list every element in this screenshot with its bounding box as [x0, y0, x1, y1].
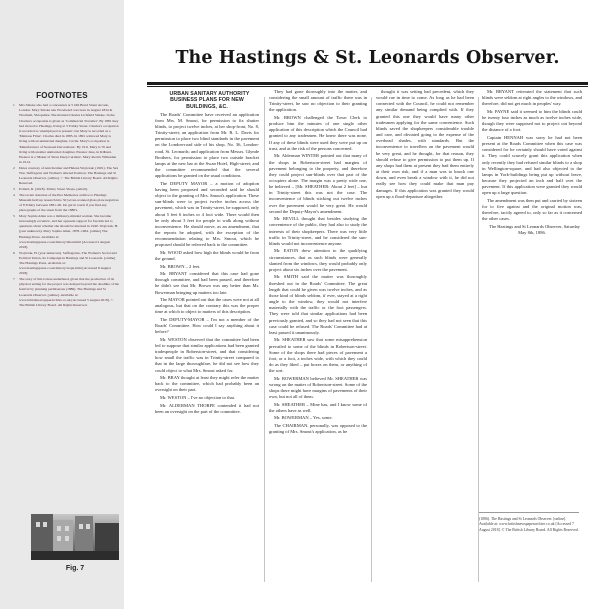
footnote-number: 3	[13, 187, 15, 192]
article-paragraph: The amendment was then put and carried by sixteen for to five against and the original motion was, therefore, tacitly agreed to, only so far as it concerned the other cases.	[482, 197, 582, 222]
article-paragraph: Mr. PAYNE said it seemed to him the blinds could be twenty four inches as much as twelve inches wide, though they were supposed not to project out beyond the distance of a foot.	[482, 108, 582, 133]
article-column-1	[155, 91, 259, 416]
article-column-4	[482, 89, 582, 238]
article-paragraph: Mr. EATON drew attention to the qualifying circumstances, that as such blinds were generally slanted from the windows, they would probably only project about six inches over the pavement.	[269, 248, 367, 272]
article-headline: URBAN SANITARY AUTHORITY BUSINESS PLANS FOR NEW BUILDINGS, &C.	[169, 91, 250, 110]
article-paragraph: Mr. BOWERMAN believed Mr. SHEATHER was wrong on the matter of Robertson-street. Some of the shops there might have margins of pavements of their own, but not all of them.	[269, 375, 367, 400]
article-paragraph: Mr. SMITH said the matter was thoroughly threshed out in the Roads' Committee. The great length that could be given was twelve inches, and as those kind of blinds seldom, if ever, stayed at a right angle to the window, they would not interfere materially with the traffic or the foot passengers. They were told that similar applications had been previously granted, and so they had not seen that this case could be refused. The Roads' Committee had at least passed it unanimously.	[269, 274, 367, 335]
footnote-text: Mary Sophia Allen was a militancy-minded woman. She became increasingly eccentric, and her apparent support for fascism led to questions about whether she should be interned in 1940. Wojtczak, H. (year unknown). Mary Sophia Allen, 1878–1964. [online] The Hastings Press. Available at: www.hastingspress.co.uk/history/allen.html [Accessed 2 August 2018].	[19, 213, 119, 250]
photo-window	[57, 526, 61, 531]
footnote-text: Dates courtesy of Ann Kramer and Helena Wojtczak; (1901). The Sex War, Suffragette and Women's Altered Position. The Hastings and St Leonards Observer. [online]. © The British Library Board. All Rights Reserved.	[19, 165, 119, 186]
footnote-item	[13, 251, 119, 277]
footnote-item	[13, 214, 119, 250]
article-paragraph: Mr. REVILL thought that besides studying the convenience of the public, they had also to study the interests of their shopkeepers. There was very little traffic in Trinity-street, and he considered the sun-blinds would not inconvenience anyone.	[269, 216, 367, 246]
article-paragraph: The MAYOR pointed out that the cases were not at all analogous, but that on the contrary this was the proper time at which to object to matters of this description.	[155, 297, 259, 315]
article-paragraph: Mr. BROWN – 2 feet.	[160, 263, 201, 269]
street-photo	[31, 514, 119, 560]
photo-window	[36, 522, 40, 527]
article-paragraph: Mr. BOWERMAN – Yes, some.	[274, 415, 333, 421]
photo-window	[43, 522, 47, 527]
article-paragraph: They had gone thoroughly into the matter, and considering the small amount of traffic there was in Trinity-street, he saw no objection to their granting the application.	[269, 89, 367, 113]
footnote-number: 5	[13, 213, 15, 218]
article-paragraph: Mr. Alderman WINTER pointed out that many of the shops in Robertson-street had margins of pavement belonging to the property, and therefore they could project sun-blinds over that part of the occupiers alone. The margin was a pretty wide one, he believed – [Mr. SHEATHER: About 2 feet] – but in Trinity-street this was not the case. The inconvenience of blinds sticking out twelve inches over the pavement would be very great. He would second the Deputy-Mayor's amendment.	[269, 153, 367, 214]
footnote-item	[13, 166, 119, 187]
footnote-number: 2	[13, 165, 15, 170]
article-signoff: The Hastings and St Leonards Observer, Saturday May 8th, 1886.	[489, 223, 580, 235]
footnote-item	[13, 193, 119, 214]
article-paragraph: Mr. BRYANT reiterated the statement that such blinds were seldom at right angles to the windows, and therefore, did not get much in peoples' way.	[482, 89, 583, 107]
footnote-text: Pollard, R. (2018). Trinity Street Shops. [email].	[19, 187, 88, 192]
article-paragraph: The CHAIRMAN, personally, was opposed to the granting of Mrs. Smout's application, as he	[269, 423, 367, 435]
footnotes-title: FOOTNOTES	[36, 91, 88, 100]
column-divider	[371, 97, 372, 582]
footnote-text: Wojtczak, H. (year unknown). Suffragettes, The Women's Social and Political Union, Its Campaign in Hastings and St Leonards. [online] The Hastings Press. Available at: www.hastingspress.co.uk/history/wspu.html [Accessed 8 August 2018].	[19, 250, 117, 276]
footnote-text: Mrs Smoke also had a concession at 5 Old Bond Street Arcade, London. Mary Smoke née Woodward was born in August 1834 in Wrothem, Shropshire. She married Charles Lichfield Smoke. In the Charles's occupation is given as 'Commercial Traveller'. By 1881 they had moved to Hastings, living at 3 Trinity Street. Charles's occupation is recorded as 'unemployed at present', but Mary is recorded as a 'Mattrese Fitter'. Charles died in 1885. In 1891 widowed Mary is living with an unmarried daughter, Cecile. Mary's occupation is 'Manufacturer of Seaweed Decorations'. By 1911 Mary is 76 and living with another unmarried daughter, Eleanor Jane, in Kilburn. Eleanor is a 'Maker of Shaw Deep Curtains'. Mary died in Willesden in 1914.	[19, 103, 119, 165]
column-divider	[264, 97, 265, 582]
photo-window	[79, 524, 83, 529]
footnote-item	[13, 277, 119, 308]
column-divider	[478, 97, 479, 582]
article-paragraph: Mr. BROWN challenged the Town Clerk to produce him the minutes of one single other application of this description which the Council had granted to any tradesmen. He knew there was none. If any of these blinds were used they were put up on trust, and at the risk of the persons concerned.	[269, 115, 367, 151]
article-paragraph: Mr. SHEATHER – Mine has, and I know some of the others have as well.	[269, 401, 367, 413]
article-column-2	[269, 89, 367, 437]
footnote-number: 6	[13, 250, 15, 255]
photo-street	[31, 551, 119, 560]
footnote-number: 1	[13, 103, 15, 107]
article-paragraph: Captain HENNAH was sorry he had not been present at the Roads Committee when this case was considered for he certainly should have voted against it. They could scarcely grant this application when only recently they had refused similar blinds to a shop in Wellington-square, and had also objected to the lamps in York-buildings being put up without leave, because they projected an inch and half over the pavement. If this application were granted they would open up a large question.	[482, 134, 582, 196]
footnotes-sidebar	[0, 0, 124, 609]
figure-label: Fig. 7	[65, 565, 85, 572]
photo-window	[65, 536, 69, 541]
footnote-item	[13, 103, 119, 165]
photo-window	[57, 536, 61, 541]
masthead-rule-thin	[147, 86, 588, 87]
article-paragraph: Mr. BRYANT considered that this case had gone through committee, and had been passed, and therefore he didn't see that Mr. Brown was any better than Mr. Bowerman bringing up matters too late.	[155, 271, 259, 295]
footnote-number: 7	[13, 277, 15, 282]
article-paragraph: The Roads' Committee have received an application from Mrs. M. Smout, for permission to fix shutter blinds, to project twelve inches, at her shop-front, No. 8, Trinity-street; an application from Mr. R. L. Davis for permission to place two blind standards in the pavement on the London-road side of his shop, No. 36, London-road, St. Leonards; and application from Messrs. Glynde Brothers, for permission to place two outside bracket lamps at the new bar at the Swan Hotel, High-street; and the committee recommended that the several applications be granted on the usual conditions.	[155, 111, 259, 179]
article-paragraph: Mr. ALDERMAN THORPE contended it had not been an oversight on the part of the committee.	[155, 402, 259, 414]
article-paragraph: Mr. WESTON observed that the committee had been led to suppose that similar applications had been granted tradespeople in Roberston-street, and that considering how small the traffic was in Trinity-street compared to that in the large thoroughfare, he did not see how they could object to what Mrs. Smout asked for.	[155, 336, 259, 373]
footnote-text: The story of this is here underlined, given that the production of its physical setting for the project was delayed beyond the deadline of the festival by planning permissions (1886). The Hastings and St Leonards Observer. [online]. Available at: www.britishnewspaperarchive.co.uk [Accessed 5 August 2018]. © The British Library Board. All Rights Reserved.	[19, 277, 119, 308]
masthead-rule	[147, 82, 588, 85]
article-paragraph: Mr. SHEATHER saw that some misapprehension prevailed to some of the blinds in Robertson-street. Some of the shops there had pieces of pavement a foot, or a foot, a inches wide, with which they could do as they liked – put boxes on them, or anything of the sort.	[269, 337, 367, 374]
footnote-number: 4	[13, 192, 15, 197]
article-paragraph: thought it was setting bad precedent, which they would rue in time to come. As long as he had been connected with the Council, he could not remember any similar demand being complied with. If they granted this one they would have many other tradesmen applying for the same convenience. Such blinds saved the shopkeepers considerable trouble and care, and obviated going to the expense of the overhead shades, with standards. But the inconvenience to travellers on the pavement would be very great, and he thought, for that reason, they should refuse to give permission to put them up. If any shops had them at present they had them entirely at their own risk, and if a man was to knock one down, and even break a window with it, he did not really see how they could make that man pay damages. If this application was granted they would open up a flood-departure altogether.	[376, 89, 474, 199]
photo-window	[65, 526, 69, 531]
newspaper-masthead: The Hastings & St. Leonards Observer.	[175, 48, 560, 68]
footnotes-list	[13, 103, 119, 309]
footnote-text: The recent donation of the Pier Memories archive to Hastings Museum held up research into 50 yet un-scanned glass plate negatives of 8 Trinity between 1881–90. Do get in touch if you find any photographs of the street from the 1880's.	[19, 192, 119, 213]
article-paragraph: Mr. WOOD asked how high the blinds would be from the ground.	[155, 249, 259, 261]
footnote-item	[13, 187, 119, 192]
article-paragraph: Mr. BRAY thought at least they might refer the matter back to the committee, which had probably been an oversight on their part.	[155, 375, 259, 393]
photo-window	[86, 524, 90, 529]
article-paragraph: Mr. WESTON – I've no objection to that.	[160, 395, 236, 400]
article-paragraph: The DEPUTY-MAYOR – I'm not a member of the Roads' Committee. How could I say anything about it before?	[155, 316, 259, 335]
article-column-3	[376, 89, 474, 201]
article-credit: (1886). The Hastings and St Leonards Observer. [online]. Available at: www.britishnewspaperarchive.co.uk [Accessed 7 August 2018]. © The British Library Board. All Rights Reserved.	[479, 512, 579, 533]
article-paragraph: The DEPUTY MAYOR – a motion of adoption having been proposed and seconded said he should object to the granting of Mrs. Smout's application. These sun-blinds were to project twelve inches across the pavement, which was in Trinity-street, he supposed, only about 5 feet 6 inches or 4 foot wide. There would then be only about 3 feet for people to walk along without inconvenience. He should move, as an amendment, that the reports be adopted, with the exception of the recommendation relating to Mrs. Smout, which he proposed should be referred back to the committee.	[155, 180, 259, 248]
